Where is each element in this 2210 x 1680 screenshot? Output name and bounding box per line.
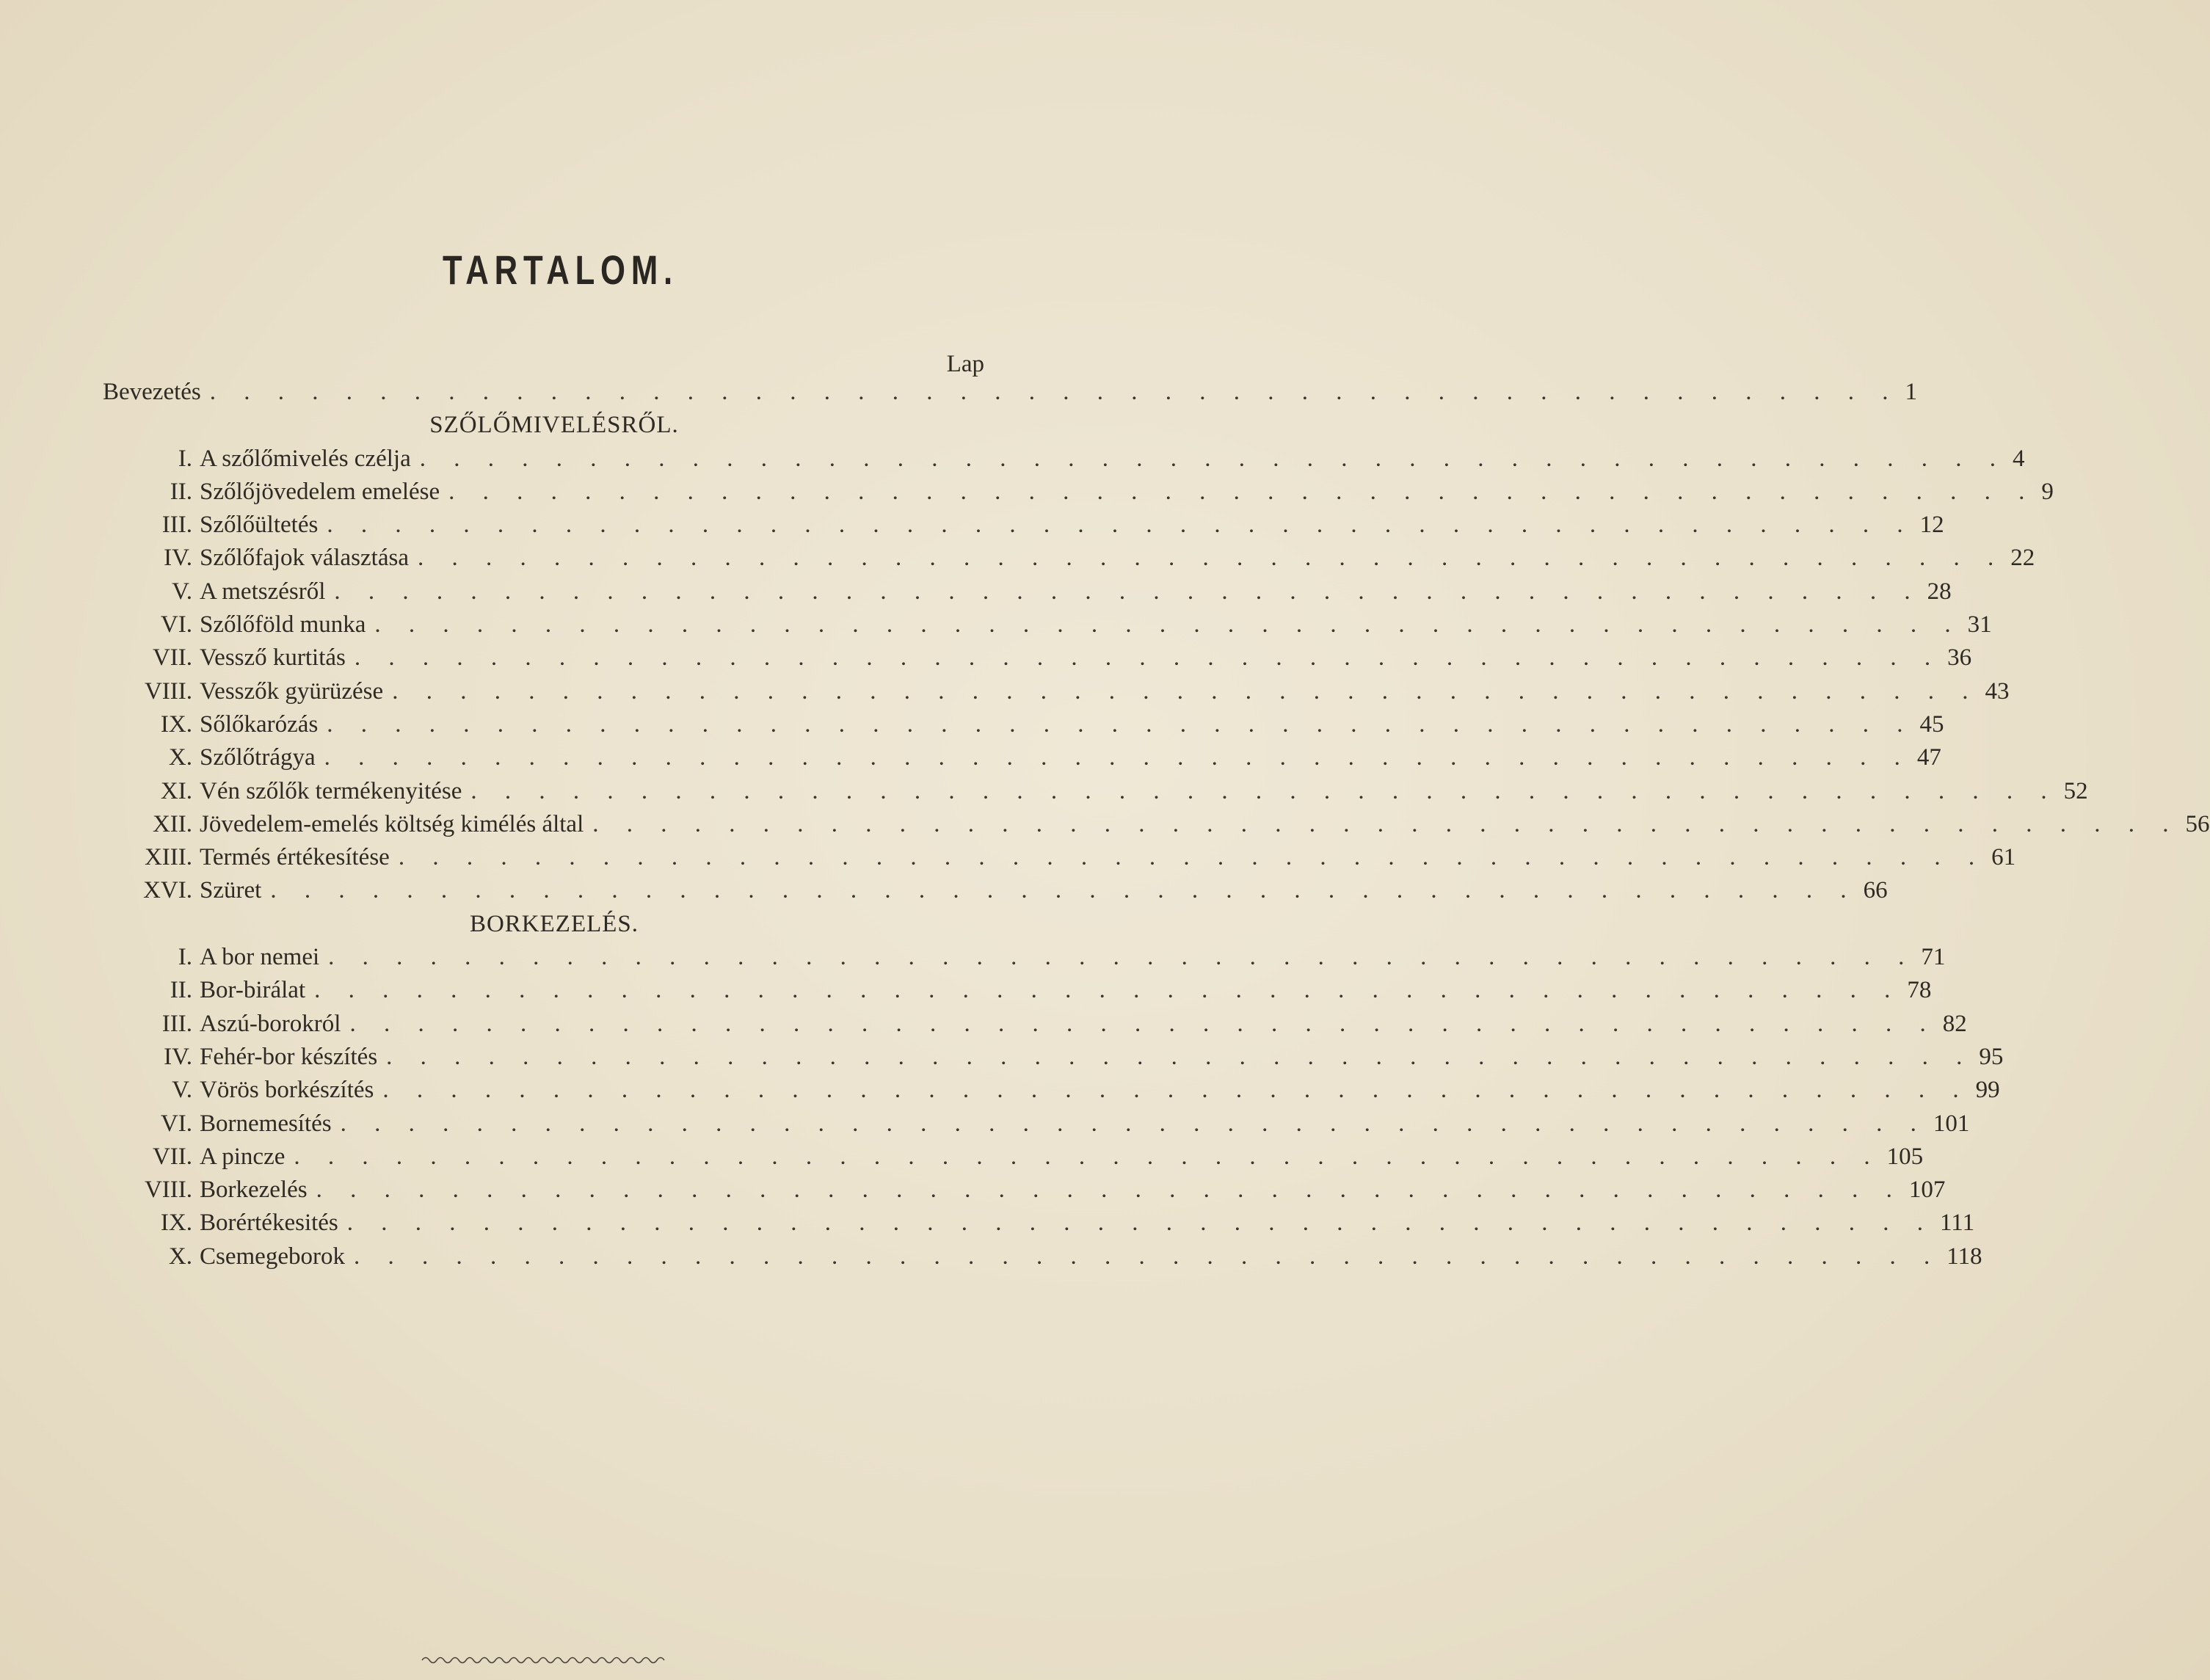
toc-entry-page: 36 [1947, 644, 1972, 672]
toc-entry-number: VI. [160, 611, 192, 639]
page-title: TARTALOM. [443, 247, 678, 293]
toc-entry [103, 810, 2210, 844]
toc-entry-page: 28 [1927, 578, 1952, 605]
toc-entry-page: 82 [1942, 1010, 1967, 1037]
toc-entry-number: I. [178, 445, 192, 472]
toc-entry-number: XI. [160, 777, 192, 804]
dot-leader: . . . . . . . . . . . . . . . . . . . . . . . . . . . . . . . . . . . . . . . . . . . . . . . [327, 512, 1914, 539]
toc-entry-number: X. [168, 1243, 192, 1270]
toc-entry [103, 1110, 1970, 1143]
toc-entry-page: 52 [2063, 777, 2088, 804]
toc-entry-text: Szőlőföld munka [200, 611, 366, 639]
dot-leader: . . . . . . . . . . . . . . . . . . . . . . . . . . . . . . . . . . . . . . . . . . . . . . . [353, 1243, 1941, 1270]
dot-leader: . . . . . . . . . . . . . . . . . . . . . . . . . . . . . . . . . . . . . . . . . . . . . . . [349, 1010, 1937, 1037]
toc-entry-number: IX. [160, 710, 192, 738]
dot-leader: . . . . . . . . . . . . . . . . . . . . . . . . . . . . . . . . . . . . . . . . . . . . . . . [294, 1143, 1881, 1170]
toc-entry [103, 1210, 1975, 1243]
toc-entry-text: Jövedelem-emelés költség kimélés által [200, 810, 584, 837]
toc-entry-number: IV. [164, 1043, 192, 1070]
toc-entry [103, 844, 2016, 877]
toc-entry-text: Fehér-bor készítés [200, 1043, 378, 1070]
toc-entry [103, 677, 2010, 711]
toc-entry-text: Szőlőtrágya [200, 744, 316, 771]
toc-entry [103, 512, 1944, 545]
toc-entry [103, 1177, 1946, 1210]
dot-leader: . . . . . . . . . . . . . . . . . . . . . . . . . . . . . . . . . . . . . . . . . . . . . . . [316, 1177, 1903, 1204]
toc-entry-text: Vesszők gyürüzése [200, 677, 384, 705]
section-heading-szolomivelesrol: SZŐLŐMIVELÉSRŐL. [429, 412, 679, 439]
toc-entry-number: XIII. [144, 844, 192, 871]
toc-entry [103, 944, 1946, 977]
toc-entry-page: 105 [1886, 1143, 1924, 1170]
toc-entry-page: 99 [1975, 1077, 2000, 1104]
toc-entry-text: A bor nemei [200, 944, 320, 971]
toc-entry-text: A pincze [200, 1143, 286, 1170]
dot-leader: . . . . . . . . . . . . . . . . . . . . . . . . . . . . . . . . . . . . . . . . . . . . . . . [382, 1077, 1970, 1104]
toc-entry [103, 710, 1944, 744]
toc-entry-page: 66 [1863, 877, 1888, 904]
dot-leader: . . . . . . . . . . . . . . . . . . . . . . . . . . . . . . . . . . . . . . . . . . . . . . . [398, 844, 1986, 871]
toc-entry-number: VII. [152, 644, 192, 672]
dot-leader: . . . . . . . . . . . . . . . . . . . . . . . . . . . . . . . . . . . . . . . . . . . . . . . [328, 944, 1916, 971]
toc-entry [103, 1243, 1982, 1276]
toc-entry [103, 777, 2088, 811]
dot-leader: . . . . . . . . . . . . . . . . . . . . . . . . . . . . . . . . . . . . . . . . . . . . . . . [392, 677, 1980, 705]
toc-entry [103, 578, 1952, 611]
toc-entry-text: Termés értékesítése [200, 844, 390, 871]
dot-leader: . . . . . . . . . . . . . . . . . . . . . . . . . . . . . . . . . . . . . . . . . . . . . . . [340, 1110, 1927, 1137]
toc-entry-number: IX. [160, 1210, 192, 1237]
toc-entry-page: 22 [2010, 545, 2035, 572]
toc-entry-number: II. [170, 478, 192, 505]
toc-entry-page: 61 [1991, 844, 2016, 871]
toc-entry-text: Szőlőfajok választása [200, 545, 409, 572]
dot-leader: . . . . . . . . . . . . . . . . . . . . . . . . . . . . . . . . . . . . . . . . . . . . . . . [354, 644, 1942, 672]
toc-entry-number: VIII. [144, 1177, 192, 1204]
toc-entry-page: 1 [1905, 379, 1918, 405]
toc-entry-page: 101 [1933, 1110, 1970, 1137]
toc-entry-page: 45 [1919, 710, 1944, 738]
toc-entry-number: VI. [160, 1110, 192, 1137]
toc-entry-page: 71 [1921, 944, 1946, 971]
toc-entry-page: 95 [1979, 1043, 2004, 1070]
page-column-label: Lap [946, 351, 984, 377]
wavy-rule-ornament [422, 1651, 664, 1666]
section-heading-borkezeles: BORKEZELÉS. [469, 910, 639, 937]
dot-leader: . . . . . . . . . . . . . . . . . . . . . . . . . . . . . . . . . . . . . . . . . . . . . . . [327, 710, 1914, 738]
toc-entry-page: 31 [1967, 611, 1992, 639]
toc-entry-page: 4 [2013, 445, 2025, 472]
toc-entry [103, 1143, 1924, 1177]
dot-leader: . . . . . . . . . . . . . . . . . . . . . . . . . . . . . . . . . . . . . . . . . . . . . . . [417, 545, 2005, 572]
toc-entry-text: Borértékesités [200, 1210, 338, 1237]
table-of-contents [103, 379, 2210, 1276]
dot-leader: . . . . . . . . . . . . . . . . . . . . . . . . . . . . . . . . . . . . . . . . . . . . . . . [314, 977, 1902, 1004]
dot-leader: . . . . . . . . . . . . . . . . . . . . . . . . . . . . . . . . . . . . . . . . . . . . . . . [270, 877, 1858, 904]
toc-entry-number: VIII. [144, 677, 192, 705]
dot-leader: . . . . . . . . . . . . . . . . . . . . . . . . . . . . . . . . . . . . . . . . . . . . . . . [374, 611, 1962, 639]
toc-entry-page: 111 [1940, 1210, 1975, 1237]
dot-leader: . . . . . . . . . . . . . . . . . . . . . . . . . . . . . . . . . . . . . . . . . . . . . . . [386, 1043, 1974, 1070]
toc-entry-text: A szőlőmivelés czélja [200, 445, 411, 472]
toc-entry-number: I. [178, 944, 192, 971]
toc-entry [103, 744, 1941, 777]
toc-entry-page: 118 [1947, 1243, 1982, 1270]
toc-entry-number: V. [172, 1077, 192, 1104]
toc-entry-page: 43 [1985, 677, 2010, 705]
toc-entry [103, 1077, 2000, 1110]
toc-entry-number: II. [170, 977, 192, 1004]
toc-entry [103, 1010, 1967, 1044]
toc-entry-text: Sőlőkarózás [200, 710, 319, 738]
toc-entry-text: Csemegeborok [200, 1243, 345, 1270]
toc-entry [103, 877, 1888, 910]
toc-entry-number: IV. [164, 545, 192, 572]
toc-entry-text: Vessző kurtitás [200, 644, 346, 672]
toc-entry-page: 78 [1907, 977, 1932, 1004]
toc-entry-number: X. [168, 744, 192, 771]
toc-entry-text: Bornemesítés [200, 1110, 332, 1137]
toc-entry-page: 56 [2185, 810, 2210, 837]
toc-entry-page: 9 [2041, 478, 2054, 505]
dot-leader: . . . . . . . . . . . . . . . . . . . . . . . . . . . . . . . . . . . . . . . . . . . . . . . . . . [209, 379, 1900, 405]
toc-entry-number: VII. [152, 1143, 192, 1170]
toc-entry-number: V. [172, 578, 192, 605]
toc-entry [103, 644, 1972, 677]
dot-leader: . . . . . . . . . . . . . . . . . . . . . . . . . . . . . . . . . . . . . . . . . . . . . . . [592, 810, 2180, 837]
dot-leader: . . . . . . . . . . . . . . . . . . . . . . . . . . . . . . . . . . . . . . . . . . . . . . . [419, 445, 2007, 472]
toc-entry [103, 977, 1932, 1010]
toc-entry-text: Szőlőjövedelem emelése [200, 478, 440, 505]
dot-leader: . . . . . . . . . . . . . . . . . . . . . . . . . . . . . . . . . . . . . . . . . . . . . . . [324, 744, 1911, 771]
toc-entry [103, 478, 2054, 512]
dot-leader: . . . . . . . . . . . . . . . . . . . . . . . . . . . . . . . . . . . . . . . . . . . . . . . [470, 777, 2058, 804]
toc-entry-page: 12 [1919, 512, 1944, 539]
toc-entry-intro [103, 379, 1918, 412]
toc-entry-text: Borkezelés [200, 1177, 308, 1204]
toc-entry-number: III. [161, 512, 192, 539]
toc-entry [103, 611, 1992, 644]
dot-leader: . . . . . . . . . . . . . . . . . . . . . . . . . . . . . . . . . . . . . . . . . . . . . . . [346, 1210, 1935, 1237]
toc-entry-number: XVI. [143, 877, 192, 904]
toc-entry-number: XII. [152, 810, 192, 837]
dot-leader: . . . . . . . . . . . . . . . . . . . . . . . . . . . . . . . . . . . . . . . . . . . . . . . [334, 578, 1922, 605]
toc-entry-text: Vén szőlők termékenyitése [200, 777, 462, 804]
toc-entry-number: III. [161, 1010, 192, 1037]
toc-entry-text: A metszésről [200, 578, 326, 605]
toc-entry [103, 1043, 2004, 1077]
toc-entry-text: Vörös borkészítés [200, 1077, 374, 1104]
toc-entry-text: Aszú-borokról [200, 1010, 341, 1037]
toc-entry-text: Bor-birálat [200, 977, 306, 1004]
toc-entry [103, 445, 2025, 479]
toc-entry-text: Szüret [200, 877, 262, 904]
toc-entry-text: Bevezetés [103, 379, 201, 405]
toc-entry-page: 107 [1908, 1177, 1946, 1204]
toc-entry [103, 545, 2035, 578]
toc-entry-page: 47 [1916, 744, 1941, 771]
toc-entry-text: Szőlőültetés [200, 512, 319, 539]
dot-leader: . . . . . . . . . . . . . . . . . . . . . . . . . . . . . . . . . . . . . . . . . . . . . . . [448, 478, 2036, 505]
